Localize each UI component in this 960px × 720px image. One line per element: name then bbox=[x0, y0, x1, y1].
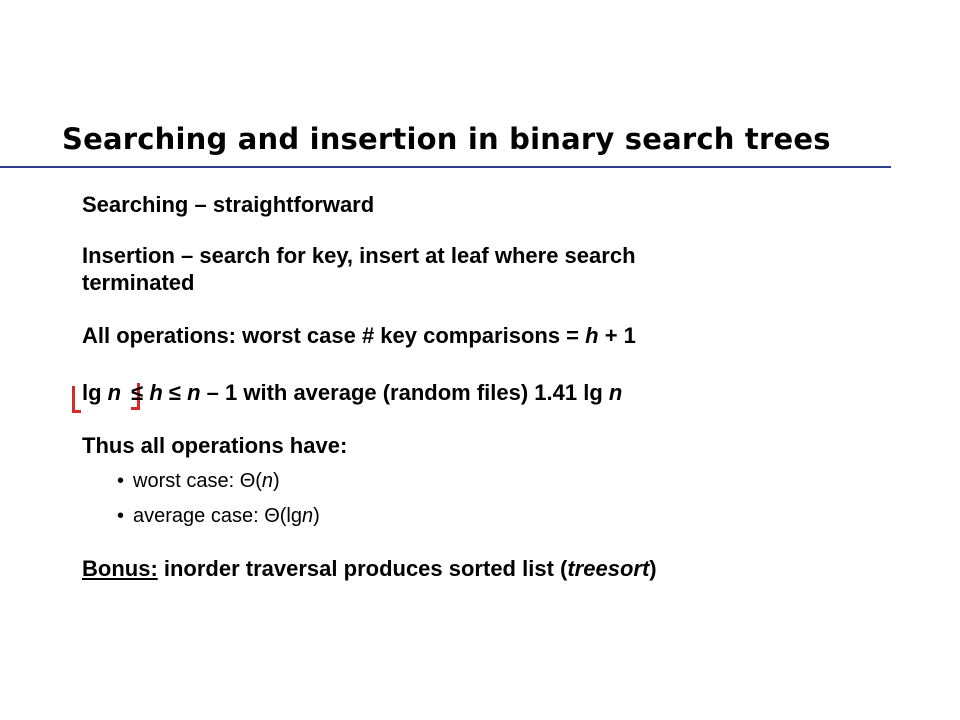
bullet-average-case bbox=[117, 503, 320, 529]
bonus-treesort: treesort bbox=[567, 556, 650, 581]
line-searching: Searching – straightforward bbox=[82, 192, 375, 217]
bullet-average-prefix: average case: Θ(lg bbox=[133, 505, 302, 527]
bonus-label: Bonus: bbox=[82, 556, 158, 581]
bound-le1: ≤ bbox=[131, 380, 150, 405]
line-insertion-part1: Insertion – search for key, insert at leaf where search bbox=[82, 243, 636, 268]
bullet-worst-var: n bbox=[261, 470, 274, 492]
bullet-average-var: n bbox=[301, 505, 314, 527]
bound-lg: lg bbox=[82, 380, 108, 405]
bullet-dot-icon: • bbox=[117, 505, 125, 527]
slide-title: Searching and insertion in binary search trees bbox=[62, 122, 831, 156]
bullet-worst-case bbox=[117, 468, 280, 494]
bound-n3: n bbox=[608, 380, 623, 405]
bound-le2: ≤ bbox=[162, 380, 188, 405]
line-thus: Thus all operations have: bbox=[82, 433, 348, 458]
bullet-average-suffix: ) bbox=[313, 505, 320, 527]
all-ops-h: h bbox=[585, 323, 599, 348]
bound-h: h bbox=[149, 380, 163, 405]
floor-left-bracket-icon bbox=[72, 386, 81, 413]
bullet-worst-suffix: ) bbox=[273, 470, 280, 492]
line-bonus bbox=[82, 555, 657, 582]
line-insertion bbox=[82, 242, 636, 296]
bonus-text: inorder traversal produces sorted list ( bbox=[157, 556, 568, 581]
bound-n1: n bbox=[107, 380, 122, 405]
bound-n2: n bbox=[187, 380, 201, 405]
bound-tail: – 1 with average (random files) 1.41 lg bbox=[200, 380, 609, 405]
bonus-end: ) bbox=[649, 556, 657, 581]
bullet-dot-icon: • bbox=[117, 470, 125, 492]
all-ops-suffix: + 1 bbox=[598, 323, 636, 348]
line-all-operations bbox=[82, 322, 636, 349]
title-rule bbox=[0, 166, 891, 168]
bullet-worst-prefix: worst case: Θ( bbox=[133, 470, 262, 492]
line-insertion-part2: terminated bbox=[82, 270, 195, 295]
all-ops-prefix: All operations: worst case # key comparisons = bbox=[82, 323, 586, 348]
line-height-bound bbox=[82, 379, 622, 406]
